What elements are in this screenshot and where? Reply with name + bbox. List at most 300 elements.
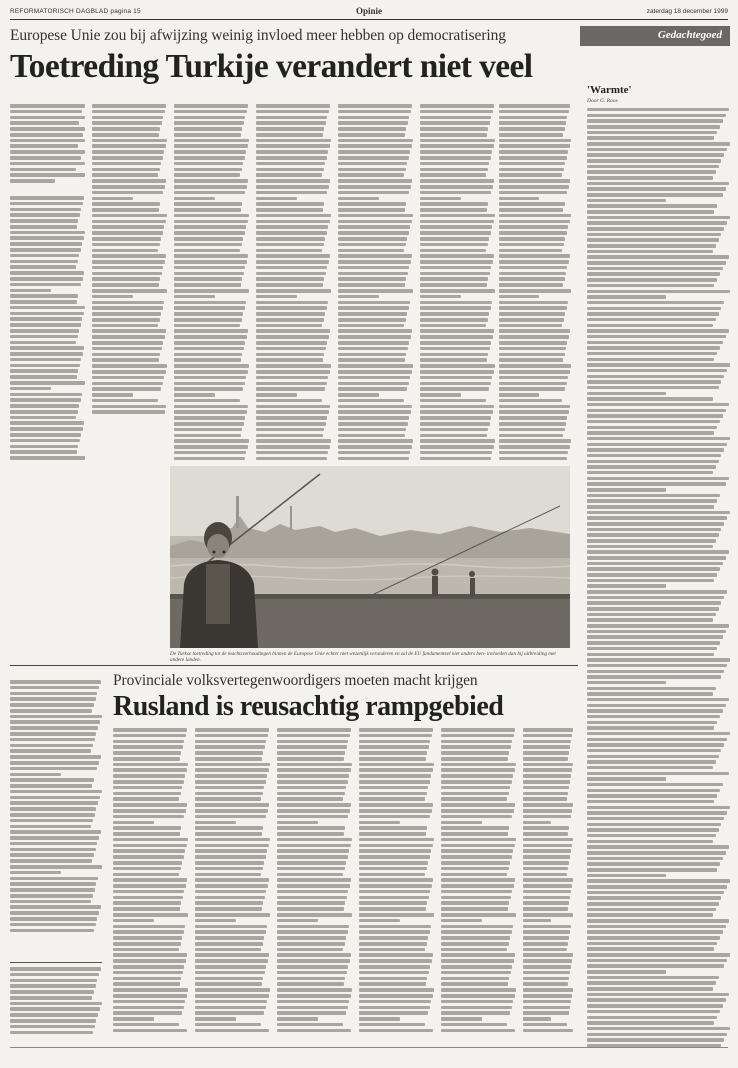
text-line [420,341,491,345]
text-line [113,1023,179,1027]
text-line [420,225,492,229]
text-line [92,272,162,276]
text-line [359,977,427,981]
text-line [174,335,247,339]
text-line [523,792,568,796]
text-line [195,971,265,975]
text-line [441,913,516,917]
text-line [523,728,573,732]
text-line [587,522,724,525]
text-line [92,306,163,310]
text-line [441,855,512,859]
text-line [195,751,263,755]
text-line [359,913,434,917]
text-line [10,796,100,800]
text-line [587,658,730,661]
text-line [10,421,84,425]
text-line [587,216,730,219]
text-line [195,728,269,732]
text-line [499,254,570,258]
text-line [113,965,184,969]
text-line [338,231,409,235]
text-line [10,900,91,904]
text-line [587,777,666,780]
text-line [587,596,724,599]
text-line [359,878,433,882]
text-line [499,150,568,154]
text-line [92,237,161,241]
text-line [587,244,716,247]
text-line [174,173,240,177]
text-line [113,959,186,963]
text-line [256,318,324,322]
text-line [338,144,412,148]
text-line [174,387,243,391]
text-line [256,214,331,218]
text-line [92,179,166,183]
text-line [10,830,101,834]
text-line [420,387,489,391]
text-line [587,375,724,378]
text-line [195,826,263,830]
text-line [587,278,717,281]
text-line [195,774,267,778]
text-line [523,809,572,813]
text-line [174,358,241,362]
text-line [523,901,569,905]
text-line [10,248,81,252]
text-line [338,110,411,114]
text-line [359,786,428,790]
text-line [499,179,570,183]
text-line [10,979,97,983]
text-line [277,861,346,865]
text-line [587,261,726,264]
text-line [113,942,181,946]
text-line [338,249,404,253]
text-line [256,364,331,368]
text-line [10,686,99,690]
text-line [195,1029,269,1033]
text-line [338,301,410,305]
text-line [523,948,567,952]
text-line [10,984,96,988]
text-line [256,341,327,345]
text-line [10,260,78,264]
text-line [587,709,723,712]
text-line [359,745,429,749]
text-line [277,948,343,952]
text-line [338,116,409,120]
text-line [359,988,434,992]
text-line [277,971,347,975]
text-line [587,335,726,338]
text-line [10,265,76,269]
text-line [587,295,666,298]
text-line [587,998,726,1001]
text-line [195,849,267,853]
text-line [523,867,568,871]
text-line [113,768,187,772]
text-line [113,925,185,929]
text-line [338,434,405,438]
text-line [338,127,406,131]
text-line [587,176,713,179]
text-line [10,697,96,701]
text-line [587,153,724,156]
text-line [587,687,716,690]
text-line [441,838,516,842]
text-line [420,254,494,258]
text-line [174,312,243,316]
text-line [92,168,160,172]
text-line [338,197,379,201]
text-line [195,1017,236,1021]
text-line [195,919,236,923]
page-bottom-rule [10,1047,728,1048]
text-line [587,409,726,412]
text-line [587,221,727,224]
text-line [441,936,510,940]
text-line [499,445,570,449]
text-line [277,815,348,819]
bottom-article-kicker: Provinciale volksvertegenwoordigers moeten macht krijgen [113,672,478,689]
text-line [92,277,160,281]
bottom-article-column-5 [441,728,516,1040]
text-line [277,1017,318,1021]
text-line [420,191,491,195]
text-line [420,416,491,420]
text-line [499,289,571,293]
text-line [587,908,716,911]
text-line [499,387,565,391]
text-line [338,393,379,397]
text-line [92,121,162,125]
text-line [10,219,78,223]
text-line [256,457,327,460]
text-line [523,734,572,738]
text-line [420,249,486,253]
text-line [277,878,351,882]
text-line [359,965,430,969]
text-line [256,301,328,305]
text-line [441,745,511,749]
text-line [10,784,92,788]
text-line [499,110,569,114]
text-line [499,370,570,374]
text-line [256,329,330,333]
text-line [420,133,487,137]
text-line [277,821,318,825]
text-line [420,266,491,270]
text-line [256,295,297,299]
text-line [113,873,179,877]
text-line [587,550,729,553]
text-line [587,573,717,576]
text-line [338,312,407,316]
text-line [338,283,405,287]
text-line [10,1007,100,1011]
text-line [587,896,721,899]
text-line [587,1038,724,1041]
photo-caption: De Turkse toetreding tot de machtsverhoudingen binnen de Europese Unie echter niet wezenlijk veranderen en zal de EU fundamenteel niet anders ben- invloeden dan bij uitbreiding met andere landen. [170,651,556,663]
text-line [587,1027,730,1030]
text-line [587,874,666,877]
text-line [441,826,509,830]
text-line [277,919,318,923]
text-line [277,925,349,929]
text-line [420,231,491,235]
text-line [359,884,432,888]
text-line [92,150,164,154]
text-line [10,911,99,915]
text-line [338,295,379,299]
text-line [441,1023,507,1027]
text-line [277,849,349,853]
text-line [10,289,51,293]
text-line [92,116,163,120]
text-line [499,399,562,403]
text-line [523,988,573,992]
text-line [587,516,727,519]
text-line [420,289,495,293]
text-line [92,185,165,189]
text-line [441,763,516,767]
text-line [195,838,270,842]
text-line [587,857,723,860]
text-line [256,104,330,108]
text-line [174,416,245,420]
text-line [256,110,329,114]
text-line [523,896,570,900]
text-line [277,1023,343,1027]
text-line [10,456,85,460]
text-line [587,987,713,990]
text-line [10,1025,95,1029]
text-line [587,539,716,542]
text-line [277,763,352,767]
text-line [277,994,351,998]
text-line [499,139,571,143]
text-line [338,260,411,264]
text-line [256,312,325,316]
text-line [256,191,327,195]
text-line [174,434,241,438]
text-line [499,231,567,235]
text-line [277,930,348,934]
text-line [587,970,666,973]
text-line [277,873,343,877]
text-line [195,792,263,796]
text-line [359,803,433,807]
text-line [10,433,81,437]
text-line [587,159,721,162]
section-title: Opinie [355,6,382,16]
text-line [10,871,61,875]
text-line [113,815,184,819]
text-line [359,855,430,859]
text-line [10,715,102,719]
text-line [174,329,248,333]
text-line [359,873,425,877]
text-line [10,323,81,327]
text-line [441,797,507,801]
text-line [338,162,407,166]
text-line [195,855,266,859]
text-line [420,110,493,114]
text-line [338,358,405,362]
text-line [441,815,512,819]
text-line [587,562,723,565]
text-line [359,815,430,819]
text-line [195,988,270,992]
text-line [587,789,720,792]
text-line [92,329,166,333]
sidebar-column [580,26,730,1056]
text-line [10,294,78,298]
text-line [338,208,405,212]
text-line [10,398,81,402]
text-line [523,826,569,830]
text-line [338,121,408,125]
text-line [587,448,724,451]
text-line [587,840,713,843]
text-line [441,1006,512,1010]
text-line [359,896,429,900]
text-line [359,948,425,952]
text-line [359,1011,428,1015]
text-line [10,271,84,275]
text-line [113,809,186,813]
text-line [92,208,159,212]
text-line [113,740,184,744]
text-line [499,451,568,455]
text-line [359,925,431,929]
text-line [587,329,729,332]
text-line [338,277,406,281]
text-line [441,988,516,992]
text-line [174,457,245,460]
text-line [277,953,351,957]
text-line [10,393,82,397]
text-line [113,930,184,934]
text-line [338,168,406,172]
text-line [256,168,324,172]
text-line [587,386,719,389]
text-line [359,780,430,784]
text-line [587,783,723,786]
text-line [338,399,404,403]
text-line [113,867,181,871]
text-line [587,1033,727,1036]
text-line [359,1029,433,1033]
text-line [10,967,101,971]
text-line [277,757,344,761]
text-line [587,312,719,315]
text-line [441,861,510,865]
text-line [587,494,720,497]
text-line [195,936,264,940]
text-line [441,930,512,934]
text-line [277,797,343,801]
sidebar-text [587,108,730,1048]
text-line [499,173,562,177]
text-line [420,410,493,414]
text-line [499,439,571,443]
text-line [113,1000,185,1004]
text-line [338,214,413,218]
bottom-article-column-3 [277,728,352,1040]
text-line [499,364,571,368]
text-line [587,692,713,695]
text-line [10,761,99,765]
text-line [587,607,719,610]
sidebar-title: 'Warmte' [587,84,632,96]
text-line [420,156,491,160]
text-line [195,890,266,894]
text-line [420,434,487,438]
text-line [499,335,569,339]
text-line [587,182,729,185]
main-article-intro [10,104,85,183]
text-line [523,884,572,888]
text-line [277,1029,351,1033]
main-article-column-5 [338,104,413,460]
text-line [420,353,488,357]
bottom-article-column-1 [113,728,188,1040]
text-line [174,185,247,189]
text-line [92,127,160,131]
text-line [441,884,514,888]
text-line [587,624,729,627]
text-line [256,434,323,438]
text-line [113,971,183,975]
text-line [523,1023,567,1027]
text-line [587,760,716,763]
text-line [523,994,572,998]
text-line [441,728,515,732]
bottom-article-column-2 [195,728,270,1040]
text-line [587,579,714,582]
text-line [441,832,508,836]
text-line [195,913,270,917]
text-line [277,844,351,848]
text-line [10,283,81,287]
text-line [92,301,164,305]
text-line [174,382,245,386]
text-line [359,740,430,744]
text-line [420,104,494,108]
text-line [523,907,568,911]
text-line [92,289,167,293]
text-line [195,734,268,738]
text-line [277,901,345,905]
text-line [499,237,565,241]
text-line [113,786,182,790]
text-line [587,732,730,735]
text-line [10,410,78,414]
text-line [10,836,99,840]
text-line [441,907,508,911]
text-line [338,382,409,386]
text-line [587,766,713,769]
text-line [359,797,425,801]
text-line [587,114,726,117]
text-line [587,630,726,633]
text-line [587,233,721,236]
text-line [587,670,724,673]
text-line [499,410,569,414]
